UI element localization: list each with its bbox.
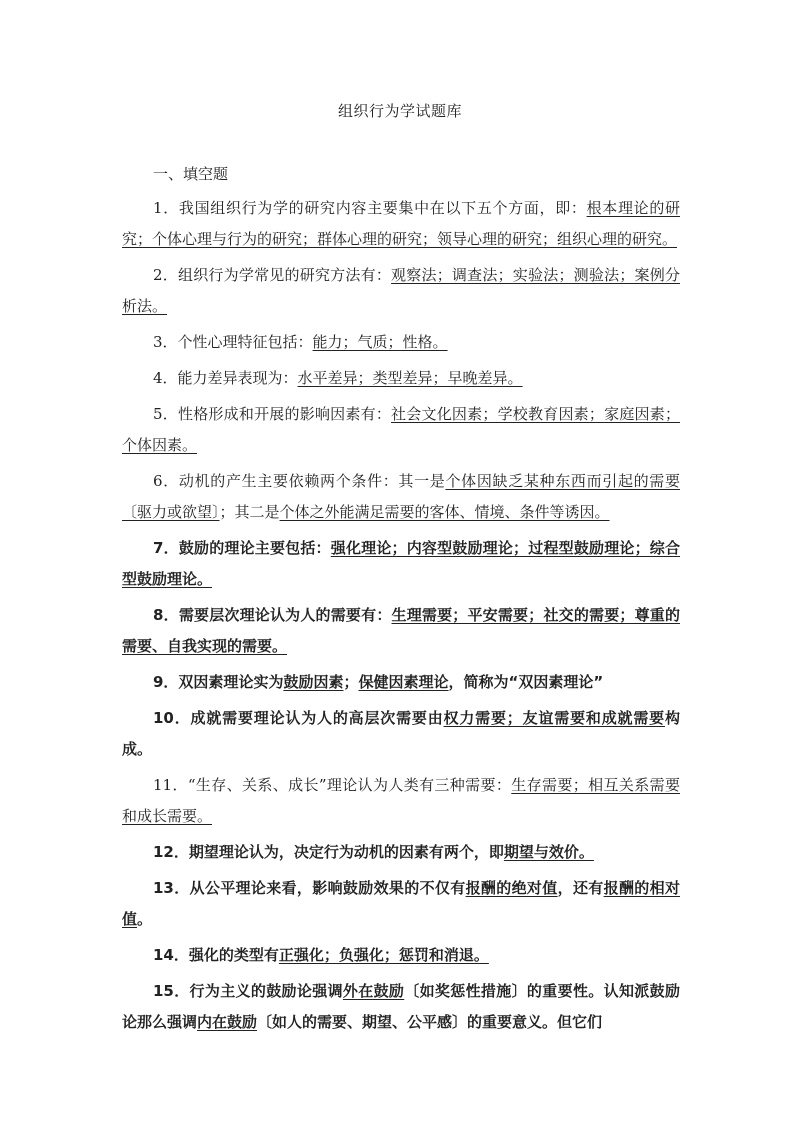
question-text: 12．期望理论认为，决定行为动机的因素有两个，即 bbox=[153, 843, 504, 861]
question-text: 构成。 bbox=[122, 709, 680, 758]
question-text: ；其二是 bbox=[219, 503, 280, 521]
question-text: 9．双因素理论实为 bbox=[153, 673, 284, 691]
question-item bbox=[122, 466, 680, 528]
question-text: 〔如奖惩性措施〕的重要性。认知派鼓励论那么强调 bbox=[122, 982, 680, 1031]
answer-text: 观察法；调查法；实验法；测验法；案例分析法。 bbox=[122, 266, 680, 315]
answer-text: 强化理论；内容型鼓励理论；过程型鼓励理论；综合型鼓励理论。 bbox=[122, 539, 680, 588]
question-text: 5．性格形成和开展的影响因素有： bbox=[153, 405, 392, 423]
document-title: 组织行为学试题库 bbox=[337, 102, 462, 120]
answer-text: 鼓励因素 bbox=[283, 673, 344, 691]
answer-text: 保健因素理论 bbox=[358, 673, 449, 691]
answer-text: 期望与效价。 bbox=[503, 843, 594, 861]
question-item bbox=[122, 976, 680, 1038]
question-item bbox=[122, 940, 680, 971]
answer-text: 生存需要；相互关系需要和成长需要。 bbox=[122, 776, 680, 825]
question-item bbox=[122, 873, 680, 935]
answer-text: 社会文化因素；学校教育因素；家庭因素；个体因素。 bbox=[122, 405, 680, 454]
question-item bbox=[122, 399, 680, 461]
question-item bbox=[122, 667, 680, 698]
question-text: 13．从公平理论来看，影响鼓励效果的不仅有 bbox=[153, 879, 466, 897]
question-text: 10．成就需要理论认为人的高层次需要由 bbox=[153, 709, 444, 727]
question-text: 11．“生存、关系、成长”理论认为人类有三种需要： bbox=[153, 776, 512, 794]
question-item bbox=[122, 600, 680, 662]
question-text: 14．强化的类型有 bbox=[153, 946, 279, 964]
answer-text: 根本理论的研究；个体心理与行为的研究；群体心理的研究；领导心理的研究；组织心理的研究。 bbox=[122, 199, 680, 248]
question-item bbox=[122, 770, 680, 832]
answer-text: 个体之外能满足需要的客体、情境、条件等诱因。 bbox=[279, 503, 610, 521]
question-text: 1．我国组织行为学的研究内容主要集中在以下五个方面，即： bbox=[153, 199, 587, 217]
question-text: 2．组织行为学常见的研究方法有： bbox=[153, 266, 392, 284]
answer-text: 水平差异；类型差异；早晚差异。 bbox=[297, 369, 523, 387]
answer-text: 生理需要；平安需要；社交的需要；尊重的需要、自我实现的需要。 bbox=[122, 606, 680, 655]
question-item bbox=[122, 837, 680, 868]
question-item bbox=[122, 260, 680, 322]
question-text: 7．鼓励的理论主要包括： bbox=[153, 539, 331, 557]
answer-text: 内在鼓励 bbox=[197, 1013, 258, 1031]
question-text: 6．动机的产生主要依赖两个条件：其一是 bbox=[153, 472, 446, 490]
question-item bbox=[122, 193, 680, 255]
question-text: ，还有 bbox=[557, 879, 604, 897]
answer-text: 报酬的绝对值 bbox=[465, 879, 558, 897]
answer-text: 外在鼓励 bbox=[342, 982, 405, 1000]
question-text: 〔如人的需要、期望、公平感〕的重要意义。但它们 bbox=[257, 1013, 603, 1031]
question-text: 3．个性心理特征包括： bbox=[153, 333, 313, 351]
answer-text: 个体因缺乏某种东西而引起的需要〔驱力或欲望〕 bbox=[122, 472, 680, 521]
question-text: 15．行为主义的鼓励论强调 bbox=[153, 982, 343, 1000]
section-heading: 一、填空题 bbox=[153, 165, 229, 183]
question-text: ； bbox=[343, 673, 359, 691]
question-text: 8．需要层次理论认为人的需要有： bbox=[153, 606, 392, 624]
answer-text: 能力；气质；性格。 bbox=[312, 333, 448, 351]
question-text: 。 bbox=[137, 910, 153, 928]
question-item bbox=[122, 533, 680, 595]
question-item bbox=[122, 363, 680, 394]
question-text: 4．能力差异表现为： bbox=[153, 369, 298, 387]
question-item bbox=[122, 327, 680, 358]
answer-text: 报酬的相对值 bbox=[122, 879, 680, 928]
question-text: ，简称为“双因素理论” bbox=[448, 673, 604, 691]
question-item bbox=[122, 703, 680, 765]
answer-text: 权力需要；友谊需要和成就需要 bbox=[443, 709, 665, 727]
answer-text: 正强化；负强化；惩罚和消退。 bbox=[278, 946, 489, 964]
question-list bbox=[122, 193, 680, 1043]
